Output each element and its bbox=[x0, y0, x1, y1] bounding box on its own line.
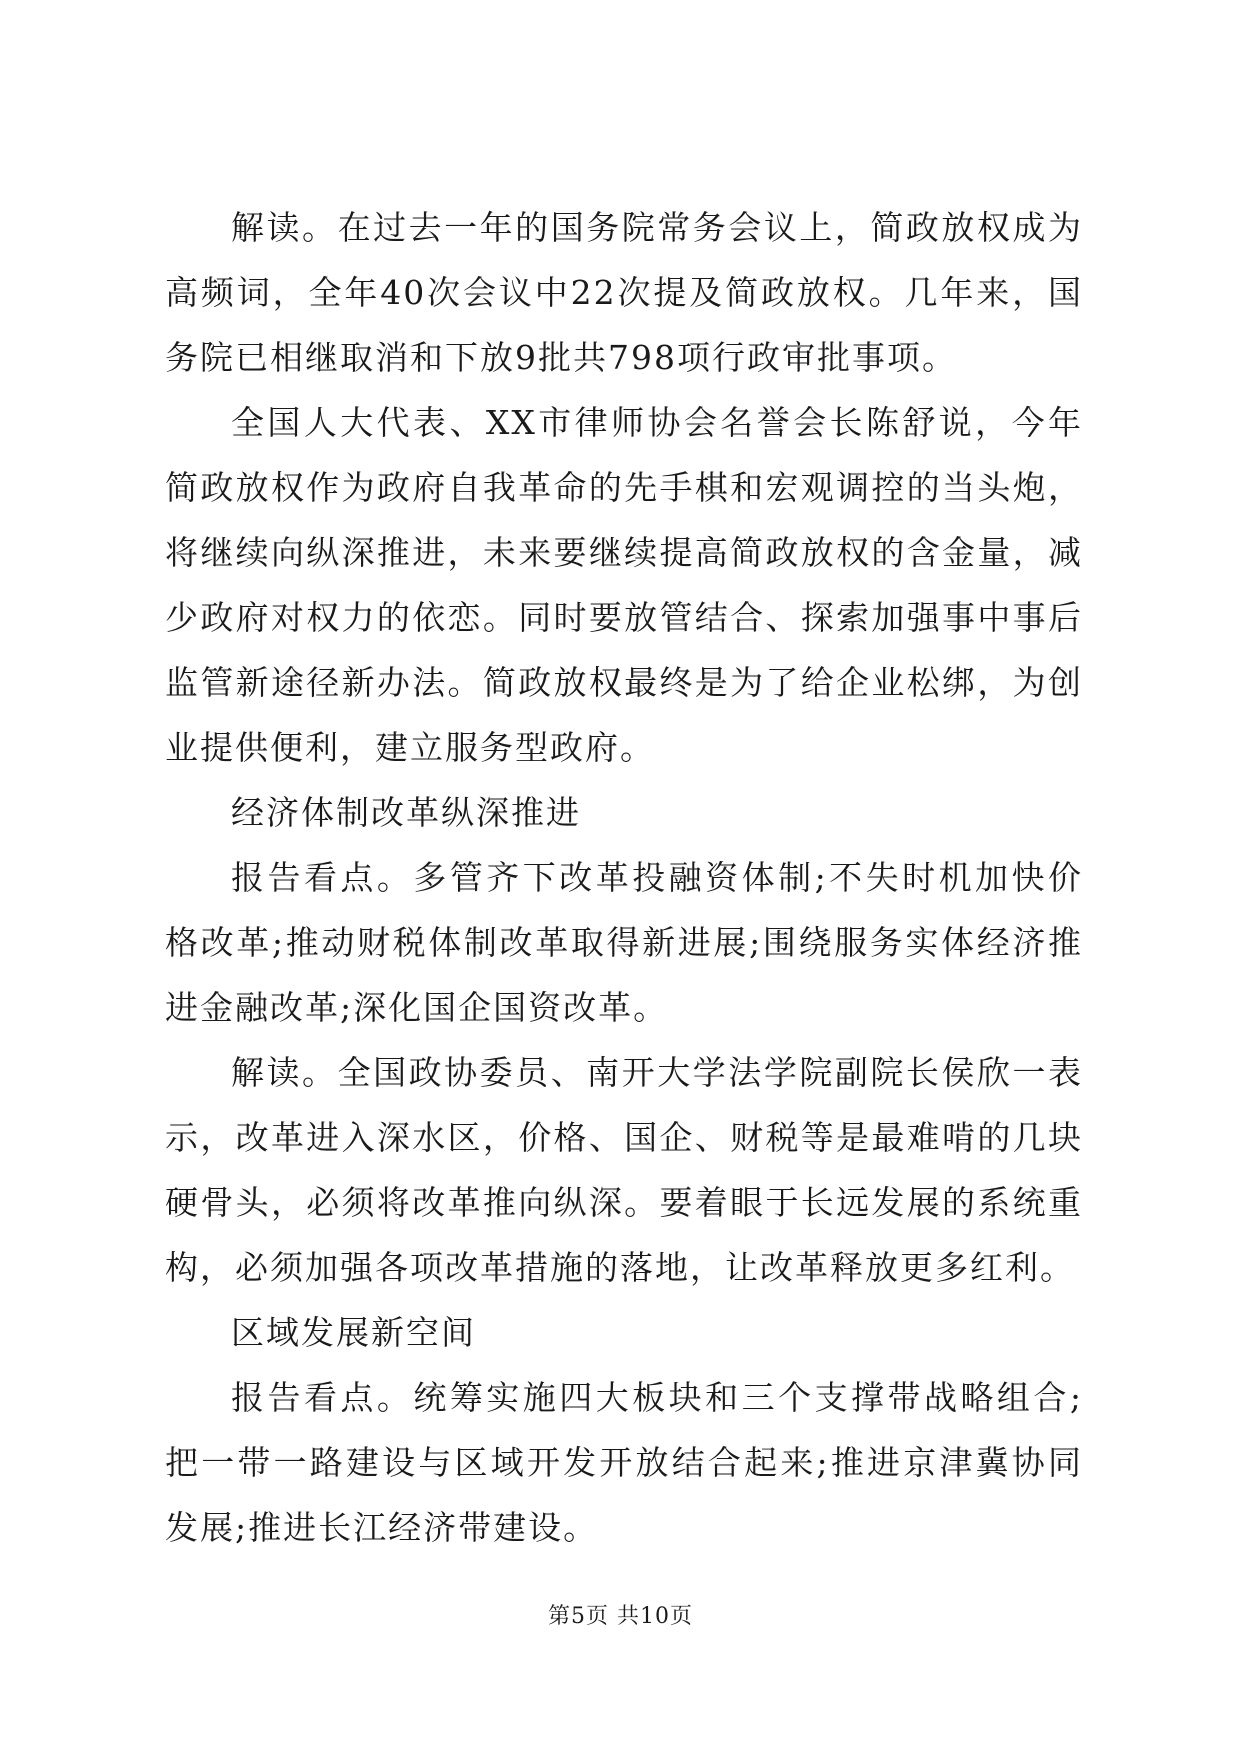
paragraph-report-highlights-1: 报告看点。多管齐下改革投融资体制;不失时机加快价格改革;推动财税体制改革取得新进展;围绕服务实体经济推进金融改革;深化国企国资改革。 bbox=[165, 858, 1083, 1027]
page-number-footer: 第5页 共10页 bbox=[548, 1604, 693, 1629]
section-heading-regional-development: 区域发展新空间 bbox=[231, 1313, 476, 1352]
document-body bbox=[165, 195, 1083, 1560]
paragraph-report-highlights-2: 报告看点。统筹实施四大板块和三个支撑带战略组合;把一带一路建设与区域开发开放结合起来;推进京津冀协同发展;推进长江经济带建设。 bbox=[165, 1378, 1083, 1547]
paragraph-quote-chen-shu: 全国人大代表、XX市律师协会名誉会长陈舒说，今年简政放权作为政府自我革命的先手棋和宏观调控的当头炮，将继续向纵深推进，未来要继续提高简政放权的含金量，减少政府对权力的依恋。同时要放管结合、探索加强事中事后监管新途径新办法。简政放权最终是为了给企业松绑，为创业提供便利，建立服务型政府。 bbox=[165, 403, 1083, 767]
paragraph-interpretation-2: 解读。全国政协委员、南开大学法学院副院长侯欣一表示，改革进入深水区，价格、国企、财税等是最难啃的几块硬骨头，必须将改革推向纵深。要着眼于长远发展的系统重构，必须加强各项改革措施的落地，让改革释放更多红利。 bbox=[165, 1053, 1083, 1287]
paragraph-interpretation-1: 解读。在过去一年的国务院常务会议上，简政放权成为高频词，全年40次会议中22次提及简政放权。几年来，国务院已相继取消和下放9批共798项行政审批事项。 bbox=[165, 208, 1083, 377]
section-heading-economic-reform: 经济体制改革纵深推进 bbox=[231, 793, 581, 832]
